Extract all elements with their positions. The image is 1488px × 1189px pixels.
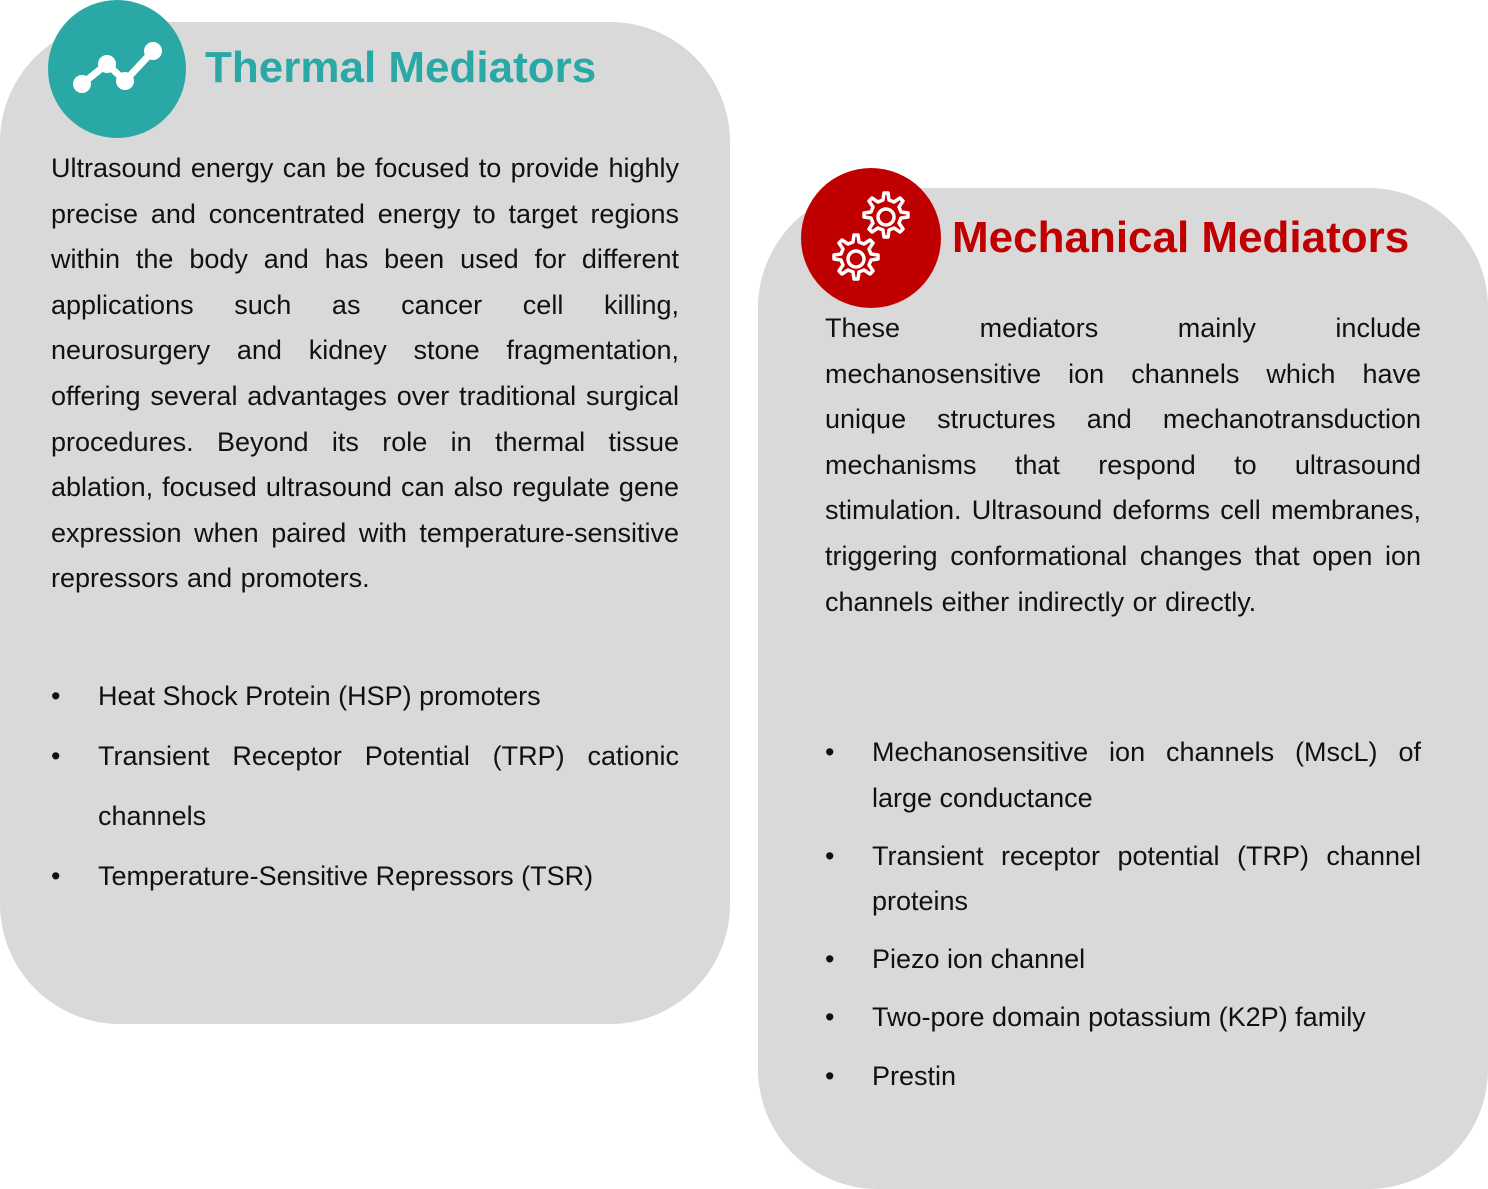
list-item-text: Mechanosensitive ion channels (MscL) of large conductance (872, 737, 1421, 813)
thermal-title: Thermal Mediators (205, 43, 597, 92)
list-item-text: Transient Receptor Potential (TRP) cationic channels (98, 741, 679, 831)
bullet: • (825, 737, 835, 767)
bullet: • (51, 741, 61, 771)
mechanical-paragraph: These mediators mainly include mechanosensitive ion channels which have unique structures and mechanotransduction mechanisms that respond to ultrasound stimulation. Ultrasound deforms cell membranes, triggering conformational changes that open ion channels either indirectly or directly. (825, 313, 1421, 617)
thermal-badge (48, 0, 186, 138)
bullet: • (825, 840, 835, 871)
list-item-text: Piezo ion channel (872, 944, 1086, 975)
list-item-text: Prestin (872, 1060, 957, 1091)
bullet: • (825, 944, 835, 975)
bullet: • (51, 861, 61, 891)
list-item (825, 834, 1421, 925)
list-item (825, 937, 1421, 983)
mechanical-badge (801, 168, 941, 308)
list-item-text: Transient receptor potential (TRP) channel proteins (872, 840, 1421, 917)
list-item (825, 995, 1421, 1041)
list-item-text: Two-pore domain potassium (K2P) family (872, 1002, 1366, 1033)
list-item (825, 1054, 1421, 1100)
list-item (51, 666, 679, 726)
bullet: • (51, 681, 61, 711)
line-graph-icon (67, 39, 167, 99)
mechanical-title: Mechanical Mediators (952, 213, 1410, 262)
list-item (825, 730, 1421, 821)
list-item-text: Temperature-Sensitive Repressors (TSR) (98, 861, 594, 891)
thermal-list (51, 666, 679, 906)
mechanical-list (825, 730, 1421, 1112)
gears-icon (816, 183, 926, 293)
bullet: • (825, 1002, 835, 1033)
list-item (51, 846, 679, 906)
list-item (51, 726, 679, 846)
thermal-paragraph: Ultrasound energy can be focused to provide highly precise and concentrated energy to target regions within the body and has been used for different applications such as cancer cell killing, neurosurgery and kidney stone fragmentation, offering several advantages over traditional surgical procedures. Beyond its role in thermal tissue ablation, focused ultrasound can also regulate gene expression when paired with temperature-sensitive repressors and promoters. (51, 153, 679, 594)
list-item-text: Heat Shock Protein (HSP) promoters (98, 681, 541, 711)
bullet: • (825, 1060, 835, 1091)
